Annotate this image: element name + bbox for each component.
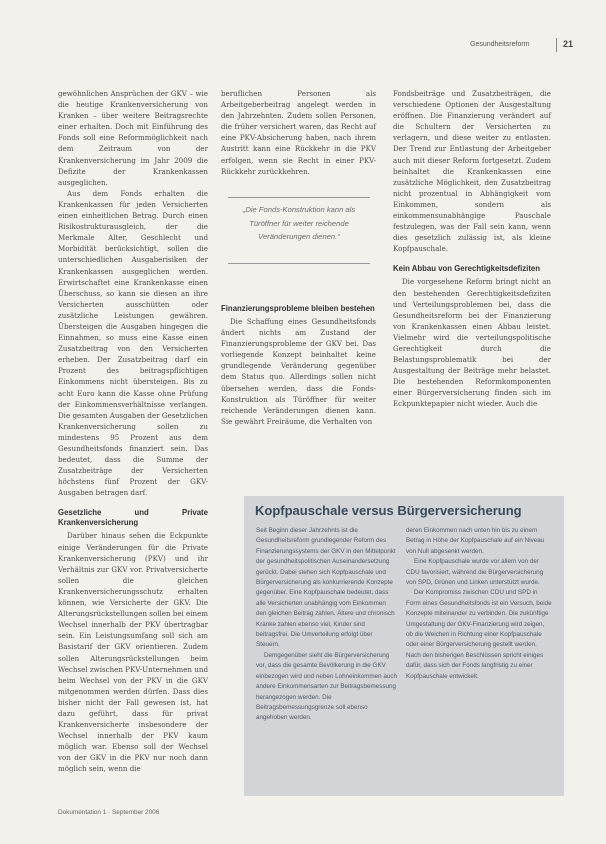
column-left <box>58 88 208 775</box>
info-box-left-column <box>256 526 398 724</box>
info-box-paragraph: Eine Kopfpauschale wurde vor allem von der CDU favorisiert, während die Bürgerversicherung von SPD, Grünen und Linken unterstützt wurde. <box>406 558 544 587</box>
info-box-paragraph: Der Kompromiss zwischen CDU und SPD in Form eines Gesundheitsfonds ist ein Versuch, beide Konzepte miteinander zu verbinden. Die zukünftige Umgestaltung der GKV-Finanzierung wird zeigen, ob die Weichen in Richtung einer Kopfpauschale oder einer Bürgerversicherung gestellt werden. Nach den bisherigen Beschlüssen spricht einiges dafür, dass sich der Fonds langfristig zu einer Kopfpauschale entwickelt. <box>406 589 552 680</box>
page-number: 21 <box>563 39 574 49</box>
column-middle-paragraph: Die Schaffung eines Gesundheitsfonds ändert nichts am Zustand der Finanzierungsprobleme der GKV bei. Das vorliegende Konzept beinhaltet keine grundlegende Veränderung gegenüber dem Status quo. Allerdings sollen nicht übersehen werden, dass die Fonds-Konstruktion als Türöffner für weiter reichende Veränderungen dienen kann. Sie gewährt Freiräume, die Verhalten von <box>221 317 376 426</box>
column-middle-intro: beruflichen Personen als Arbeitgeberbeitrag angelegt werden in den Jahrzehnten. Zudem sollen Personen, die früher versichert waren, das Recht auf eine PKV-Absicherung haben, nach ihrem Austritt kann eine Rückkehr in die PKV erfolgen, wenn sie Recht in einer PKV-Rückkehr zurückkehren. <box>221 89 376 176</box>
column-middle <box>221 88 376 177</box>
running-header: Gesundheitsreform <box>470 41 530 48</box>
column-right-intro: Fondsbeiträge und Zusatzbeiträgen, die verschiedene Optionen der Ausgestaltung eröffnen. Die Finanzierung verändert auf die Schultern der Versicherten zu verlagern, und diese weiter zu entlasten. Der Trend zur Entlastung der Arbeitgeber auch mit dieser Reform fortgesetzt. Zudem beinhaltet die Krankenkassen eine zusätzliche Möglichkeit, den Zusatzbeitrag nicht prozentual in Abhängigkeit vom Einkommen, sondern als einkommensunabhängige Pauschale festzulegen, was der Fall sein kann, wenn dies gesetzlich zulässig ist, als kleine Kopfpauschale. <box>393 89 551 254</box>
section-heading-finance: Finanzierungsprobleme bleiben bestehen <box>221 304 375 313</box>
column-right-paragraph: Die vorgesehene Reform bringt nicht an den bestehenden Gerechtigkeitsdefiziten und Verteilungsproblemen bei, dass die Gesundheitsreform bei der Finanzierung von Krankenkassen einen Abbau leistet. Vielmehr wird die verteilungspolitische Gerechtigkeit durch die Belastungsproblematik bei der Ausgestaltung der Beiträge mehr belastet. Die bestehenden Reformkomponenten einer Bürgerversicherung finden sich im Eckpunktepapier nicht wieder. Auch die <box>393 277 551 409</box>
column-middle-lower <box>221 304 376 427</box>
quote-rule-top <box>228 197 370 198</box>
info-box-title: Kopfpauschale versus Bürgerversicherung <box>255 503 522 518</box>
quote-rule-bottom <box>228 263 370 264</box>
header-divider <box>556 38 557 52</box>
info-box-paragraph: Demgegenüber sieht die Bürgerversicherung vor, dass die gesamte Bevölkerung in die GKV einbezogen wird und neben Lohneinkommen auch andere Einkommensarten zur Beitragsbemessung herangezogen werden. Die Beitragsbemessungsgrenze soll ebenso angehoben werden. <box>256 651 398 722</box>
section-heading-insurance: Gesetzliche und Private Krankenversicherung <box>58 508 208 528</box>
section-heading-justice: Kein Abbau von Gerechtigkeitsdefiziten <box>393 264 541 274</box>
column-left-intro: gewöhnlichen Ansprüchen der GKV – wie die heutige Krankenversicherung von Kranken – über weitere Beitragsrechte einer erhalten. Doch mit Einführung des Fonds soll eine Reformmöglichkeit nach dem Zeitraum von der Krankenversicherung im Jahr 2009 die Defizite der Krankenkassen ausgeglichen. <box>58 89 208 187</box>
info-box-paragraph: deren Einkommen nach unten hin bis zu einem Betrag in Höhe der Kopfpauschale auf ein Niveau von Null abgesenkt werden. <box>406 527 545 555</box>
info-box-paragraph: Seit Beginn dieser Jahrzehnts ist die Gesundheitsreform grundlegender Reform des Finanzierungssystems der GKV in den Mittelpunkt der gesundheitspolitischen Auseinandersetzung gerückt. Dabei stehen sich Kopfpauschale und Bürgerversicherung als konkurrierende Konzepte gegenüber. Eine Kopfpauschale bedeutet, dass alle Versicherten unabhängig vom Einkommen den gleichen Beitrag zahlen. Ältere und chronisch Kranke zahlen ebenso viel, Kinder sind beitragsfrei. Die Umverteilung erfolgt über Steuern. <box>256 527 396 649</box>
page-footer: Dokumentation 1 · September 2006 <box>58 809 160 816</box>
column-right <box>393 88 551 410</box>
pull-quote: „Die Fonds-Konstruktion kann als Türöffner für weiter reichende Veränderungen dienen.“ <box>242 205 356 241</box>
info-box-right-column <box>406 526 552 682</box>
column-left-paragraph-2: Darüber hinaus sehen die Eckpunkte einige Veränderungen für die Private Krankenversicherung (PKV) und ihr Verhältnis zur GKV vor. Privatversicherte sollen die gleichen Krankenversicherungsschutz erhalten können, wie Versicherte der GKV. Die Alterungsrückstellungen sollen bei einem Wechsel innerhalb der PKV übertragbar sein. Ein Leistungsumfang soll sich am Basistarif der GKV orientieren. Zudem sollen Alterungsrückstellungen beim Wechsel zwischen PKV-Unternehmen und beim Wechsel von der PKV in die GKV mitgenommen werden dürfen. Dass dies bisher nicht der Fall gewesen ist, hat dazu geführt, dass für privat Krankenversicherte insbesondere der Wechsel innerhalb der PKV kaum möglich war. Ebenso soll der Wechsel von der GKV in die PKV nur noch dann möglich sein, wenn die <box>58 531 209 774</box>
column-left-paragraph: Aus dem Fonds erhalten die Krankenkassen für jeden Versicherten einen einheitlichen Betrag. Durch einen Risikostrukturausgleich, der die Merkmale Alter, Geschlecht und Morbidität berücksichtigt, sollen die unterschiedlichen Ausgaberisiken der Krankenkassen ausgeglichen werden. Erwirtschaftet eine Krankenkasse einen Überschuss, so kann sie diesen an ihre Versicherten ausschütten oder zusätzliche Leistungen gewähren. Übersteigen die Ausgaben hingegen die Einnahmen, so muss eine Kasse einen Zusatzbeitrag von den Versicherten erheben. Der Zusatzbeitrag darf ein Prozent des beitragspflichtigen Einkommens nicht übersteigen. Bis zu acht Euro kann die Kasse ohne Prüfung der Einkommensverhältnisse verlangen. Die gesamten Ausgaben der Gesetzlichen Krankenversicherung sollen zu mindestens 95 Prozent aus dem Gesundheitsfonds finanziert sein. Das bedeutet, dass die Summe der Zusatzbeiträge der Versicherten höchstens fünf Prozent der GKV-Ausgaben betragen darf. <box>58 188 208 498</box>
